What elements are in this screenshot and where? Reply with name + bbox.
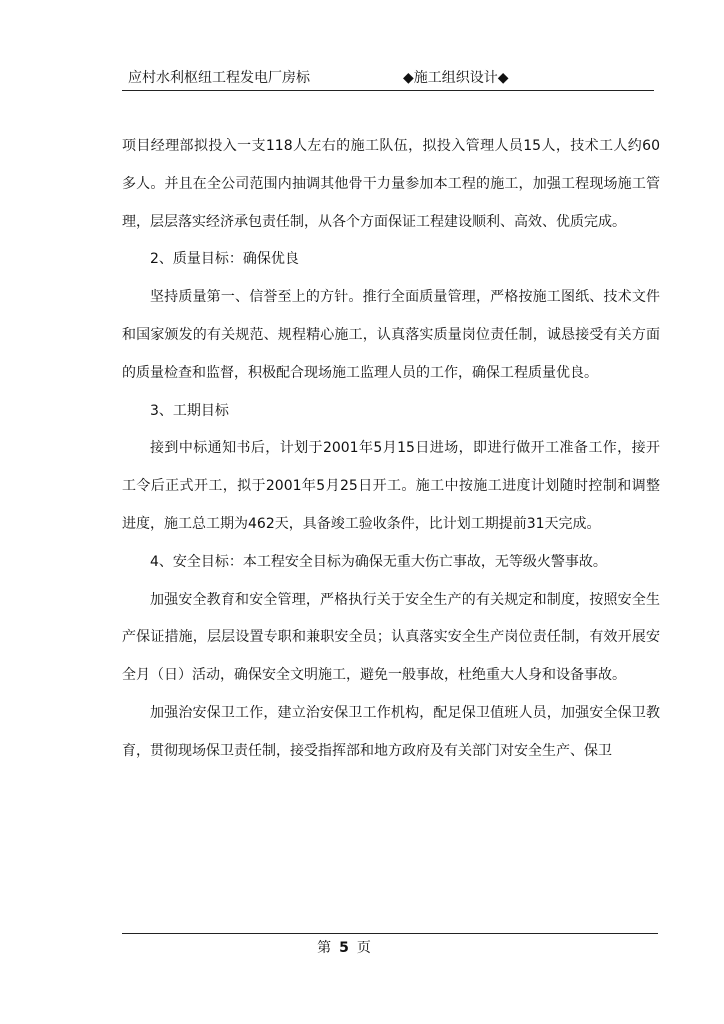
footer-prefix: 第 [317,940,332,956]
paragraph-quality: 坚持质量第一、信誉至上的方针。推行全面质量管理，严格按施工图纸、技术文件和国家颁发的有关规范、规程精心施工，认真落实质量岗位责任制，诚恳接受有关方面的质量检查和监督，积极配合现场施工监理人员的工作，确保工程质量优良。 [122,289,660,381]
paragraph-schedule: 接到中标通知书后，计划于2001年5月15日进场，即进行做开工准备工作，接开工令后正式开工，拟于2001年5月25日开工。施工中按施工进度计划随时控制和调整进度，施工总工期为462天，具备竣工验收条件，比计划工期提前31天完成。 [122,440,660,532]
heading-quality-goal: 2、质量目标：确保优良 [150,251,299,268]
header-project-title: 应村水利枢纽工程发电厂房标 [128,70,310,86]
heading-safety-goal: 4、安全目标：本工程安全目标为确保无重大伤亡事故，无等级火警事故。 [150,553,607,570]
page-footer [0,938,706,958]
paragraph-security: 加强治安保卫工作，建立治安保卫工作机构，配足保卫值班人员，加强安全保卫教育，贯彻现场保卫责任制，接受指挥部和地方政府及有关部门对安全生产、保卫 [122,704,660,759]
body-text [122,128,660,771]
paragraph-team: 项目经理部拟投入一支118人左右的施工队伍，拟投入管理人员15人，技术工人约60多人。并且在全公司范围内抽调其他骨干力量参加本工程的施工，加强工程现场施工管理，层层落实经济承包责任制，从各个方面保证工程建设顺利、高效、优质完成。 [122,138,660,230]
paragraph-safety: 加强安全教育和安全管理，严格执行关于安全生产的有关规定和制度，按照安全生产保证措施，层层设置专职和兼职安全员；认真落实安全生产岗位责任制，有效开展安全月（日）活动，确保安全文明施工，避免一般事故，杜绝重大人身和设备事故。 [122,591,660,684]
heading-schedule-goal: 3、工期目标 [150,402,229,419]
header-document-title: ◆施工组织设计◆ [403,70,509,86]
page-number: 5 [339,940,349,956]
footer-divider [122,933,658,934]
footer-suffix: 页 [356,940,371,956]
page-header [122,68,654,91]
